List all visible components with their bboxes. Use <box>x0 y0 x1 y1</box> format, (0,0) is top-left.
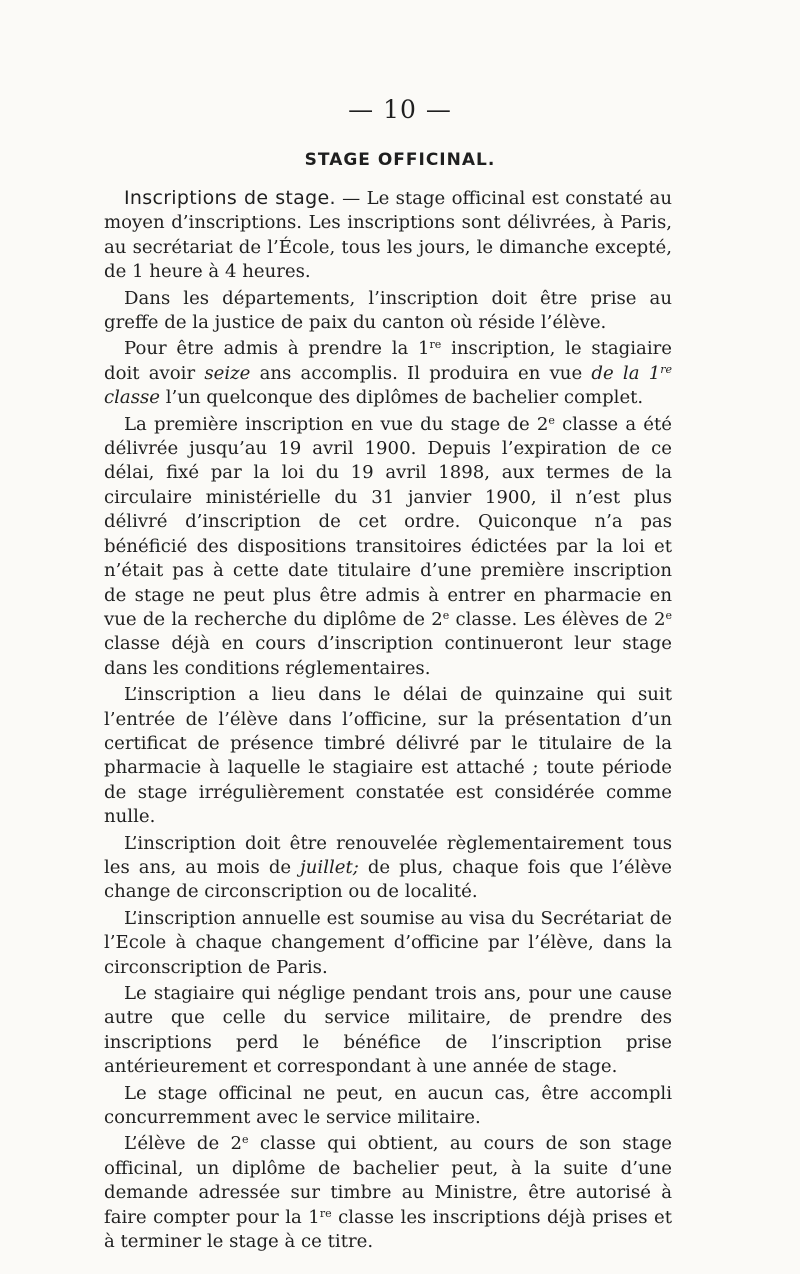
paragraph-text: Le stage officinal ne peut, en aucun cas, être accompli concurremment avec le service militaire. <box>104 1082 672 1129</box>
paragraph <box>104 1082 672 1131</box>
body-text <box>104 186 672 1256</box>
italic-text: classe <box>104 387 160 409</box>
page-number: — 10 — <box>348 95 452 124</box>
paragraph-text: classe qui obtient, au cours de son stage officinal, un diplôme de bachelier peut, à la suite d’une demande adressée sur timbre au Ministre, être autorisé à faire compter pour la 1 <box>104 1133 672 1228</box>
paragraph <box>104 413 672 681</box>
paragraph <box>104 186 672 285</box>
paragraph-text: Dans les départements, l’inscription doit être prise au greffe de la justice de paix du canton où réside l’élève. <box>104 287 672 334</box>
paragraph <box>104 683 672 829</box>
paragraph <box>104 832 672 905</box>
paragraph-text: L’inscription a lieu dans le délai de quinzaine qui suit l’entrée de l’élève dans l’officine, sur la présentation d’un certificat de présence timbré délivré par le titulaire de la pharmacie à laquelle le stagiaire est attaché ; toute période de stage irrégulièrement constatée est considérée comme nulle. <box>104 684 672 828</box>
paragraph-text: Le stagiaire qui néglige pendant trois ans, pour une cause autre que celle du service militaire, de prendre des inscriptions perd le bénéfice de l’inscription prise antérieurement et correspondant à une année de stage. <box>104 983 672 1078</box>
paragraph-text: L’élève de 2 <box>124 1133 243 1155</box>
superscript: re <box>660 362 672 376</box>
paragraph-text: de plus, chaque fois que l’élève change de circonscription ou de localité. <box>104 856 673 903</box>
paragraph-text: L’inscription doit être renouvelée règlementairement tous les ans, au mois de <box>104 832 672 878</box>
paragraph-text: l’un quelconque des diplômes de bachelier complet. <box>160 387 644 409</box>
paragraph-text: classe. Les élèves de 2 <box>449 608 666 630</box>
superscript: e <box>548 413 555 427</box>
italic-text: seize <box>204 362 251 384</box>
paragraph-text: — Le stage officinal est constaté au moyen d’inscriptions. Les inscriptions sont délivrées, à Paris, au secrétariat de l’École, tous les jours, le dimanche excepté, de 1 heure à 4 heures. <box>104 188 672 283</box>
italic-text: juillet; <box>300 856 359 878</box>
paragraph-lead-heading: Inscriptions de stage. <box>124 187 336 209</box>
italic-text: de la 1 <box>591 362 661 384</box>
paragraph-text: inscription, le stagiaire doit avoir <box>104 338 672 384</box>
superscript: re <box>429 338 442 352</box>
paragraph <box>104 337 672 410</box>
paragraph-text: classe les inscriptions déjà prises et à terminer le stage à ce titre. <box>104 1206 672 1253</box>
superscript: e <box>442 608 450 622</box>
paragraph <box>104 287 672 336</box>
paragraph-text: classe déjà en cours d’inscription continueront leur stage dans les conditions réglementaires. <box>104 633 672 679</box>
paragraph <box>104 982 672 1080</box>
paragraph-text: Pour être admis à prendre la 1 <box>124 338 430 360</box>
paragraph <box>104 1132 672 1254</box>
section-title: STAGE OFFICINAL. <box>304 150 496 170</box>
paragraph-text: La première inscription en vue du stage de 2 <box>124 413 549 435</box>
paragraph-text: L’inscription annuelle est soumise au visa du Secrétariat de l’Ecole à chaque changement d’officine par l’élève, dans la circonscription de Paris. <box>104 907 672 978</box>
paragraph-text: ans accomplis. Il produira en vue <box>250 362 592 384</box>
superscript: re <box>319 1206 332 1220</box>
paragraph <box>104 907 672 980</box>
superscript: e <box>242 1133 249 1147</box>
superscript: e <box>665 608 672 622</box>
paragraph-text: classe a été délivrée jusqu’au 19 avril 1900. Depuis l’expiration de ce délai, fixé par la loi du 19 avril 1898, aux termes de la circulaire ministérielle du 31 janvier 1900, il n’est plus délivré d’inscription de cet ordre. Quiconque n’a pas bénéficié des dispositions transitoires édictées par la loi et n’était pas à cette date titulaire d’une première inscription de stage ne peut plus être admis à entrer en pharmacie en vue de la recherche du diplôme de 2 <box>104 413 672 630</box>
